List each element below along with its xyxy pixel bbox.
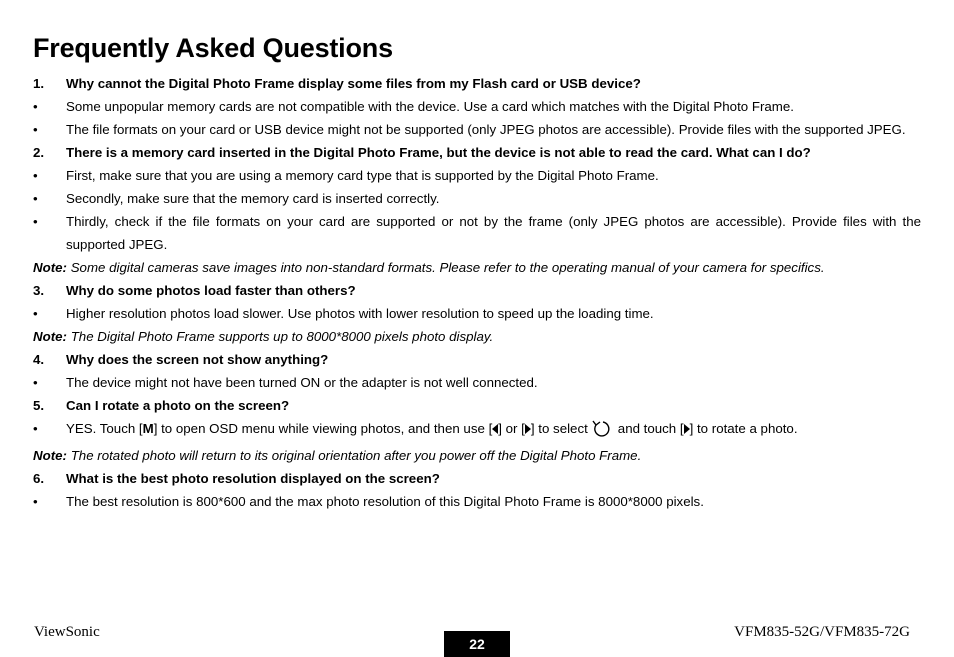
footer-model: VFM835-52G/VFM835-72G xyxy=(734,624,910,640)
faq-note xyxy=(33,444,921,467)
faq-answer-bullet xyxy=(33,371,921,394)
note-text: Some digital cameras save images into non-standard formats. Please refer to the operating manual of your camera for specifics. xyxy=(70,260,825,275)
note-label: Note: xyxy=(33,329,67,344)
answer-text-part: YES. Touch [ xyxy=(66,421,143,436)
bullet-icon: • xyxy=(33,122,38,137)
question-number: 2. xyxy=(33,145,45,160)
answer-text-part: ] to select xyxy=(530,421,588,436)
faq-note xyxy=(33,256,921,279)
faq-answer-bullet xyxy=(33,164,921,187)
faq-answer-bullet xyxy=(33,490,921,513)
question-number: 3. xyxy=(33,283,45,298)
bullet-icon: • xyxy=(33,494,38,509)
note-text: The Digital Photo Frame supports up to 8000*8000 pixels photo display. xyxy=(70,329,494,344)
question-number: 1. xyxy=(33,76,45,91)
faq-answer-bullet xyxy=(33,95,921,118)
question-text: Why do some photos load faster than others? xyxy=(66,283,356,298)
note-text: The rotated photo will return to its original orientation after you power off the Digital Photo Frame. xyxy=(70,448,642,463)
bullet-icon: • xyxy=(33,375,38,390)
faq-question-1 xyxy=(33,72,921,95)
question-text: Why does the screen not show anything? xyxy=(66,352,329,367)
question-number: 6. xyxy=(33,471,45,486)
question-text: Why cannot the Digital Photo Frame display some files from my Flash card or USB device? xyxy=(66,76,641,91)
faq-answer-bullet xyxy=(33,417,921,444)
menu-key-label: M xyxy=(142,421,154,436)
faq-question-6 xyxy=(33,467,921,490)
page-title: Frequently Asked Questions xyxy=(33,33,393,63)
note-label: Note: xyxy=(33,448,67,463)
answer-text-part: ] to rotate a photo. xyxy=(689,421,798,436)
faq-answer-bullet xyxy=(33,187,921,210)
faq-note xyxy=(33,325,921,348)
faq-answer-bullet xyxy=(33,118,921,141)
faq-question-2 xyxy=(33,141,921,164)
faq-question-5 xyxy=(33,394,921,417)
question-number: 5. xyxy=(33,398,45,413)
answer-text: Higher resolution photos load slower. Use photos with lower resolution to speed up the loading time. xyxy=(66,306,654,321)
bullet-icon: • xyxy=(33,214,38,229)
faq-question-3 xyxy=(33,279,921,302)
bullet-icon: • xyxy=(33,168,38,183)
faq-answer-bullet xyxy=(33,210,921,256)
page-number: 22 xyxy=(444,631,510,657)
faq-answer-bullet xyxy=(33,302,921,325)
answer-text: First, make sure that you are using a memory card type that is supported by the Digital Photo Frame. xyxy=(66,168,659,183)
answer-text: Secondly, make sure that the memory card is inserted correctly. xyxy=(66,191,440,206)
answer-text: The file formats on your card or USB device might not be supported (only JPEG photos are accessible). Provide files with the supported JPEG. xyxy=(66,122,906,137)
answer-text-part: ] or [ xyxy=(498,421,525,436)
question-text: What is the best photo resolution displayed on the screen? xyxy=(66,471,440,486)
question-text: There is a memory card inserted in the Digital Photo Frame, but the device is not able to read the card. What can I do? xyxy=(66,145,811,160)
question-text: Can I rotate a photo on the screen? xyxy=(66,398,290,413)
answer-text: The best resolution is 800*600 and the max photo resolution of this Digital Photo Frame is 8000*8000 pixels. xyxy=(66,494,704,509)
question-number: 4. xyxy=(33,352,45,367)
bullet-icon: • xyxy=(33,306,38,321)
faq-question-4 xyxy=(33,348,921,371)
bullet-icon: • xyxy=(33,421,38,436)
note-label: Note: xyxy=(33,260,67,275)
faq-list xyxy=(33,72,921,513)
bullet-icon: • xyxy=(33,191,38,206)
answer-text: Some unpopular memory cards are not compatible with the device. Use a card which matches with the Digital Photo Frame. xyxy=(66,99,794,114)
answer-text-part: ] to open OSD menu while viewing photos, and then use [ xyxy=(153,421,493,436)
footer-brand: ViewSonic xyxy=(34,624,100,640)
answer-text: Thirdly, check if the file formats on your card are supported or not by the frame (only JPEG photos are accessible). Provide files with the supported JPEG. xyxy=(66,214,921,252)
bullet-icon: • xyxy=(33,99,38,114)
answer-text: The device might not have been turned ON or the adapter is not well connected. xyxy=(66,375,538,390)
rotate-icon xyxy=(592,419,614,444)
answer-text-part: and touch [ xyxy=(617,421,684,436)
